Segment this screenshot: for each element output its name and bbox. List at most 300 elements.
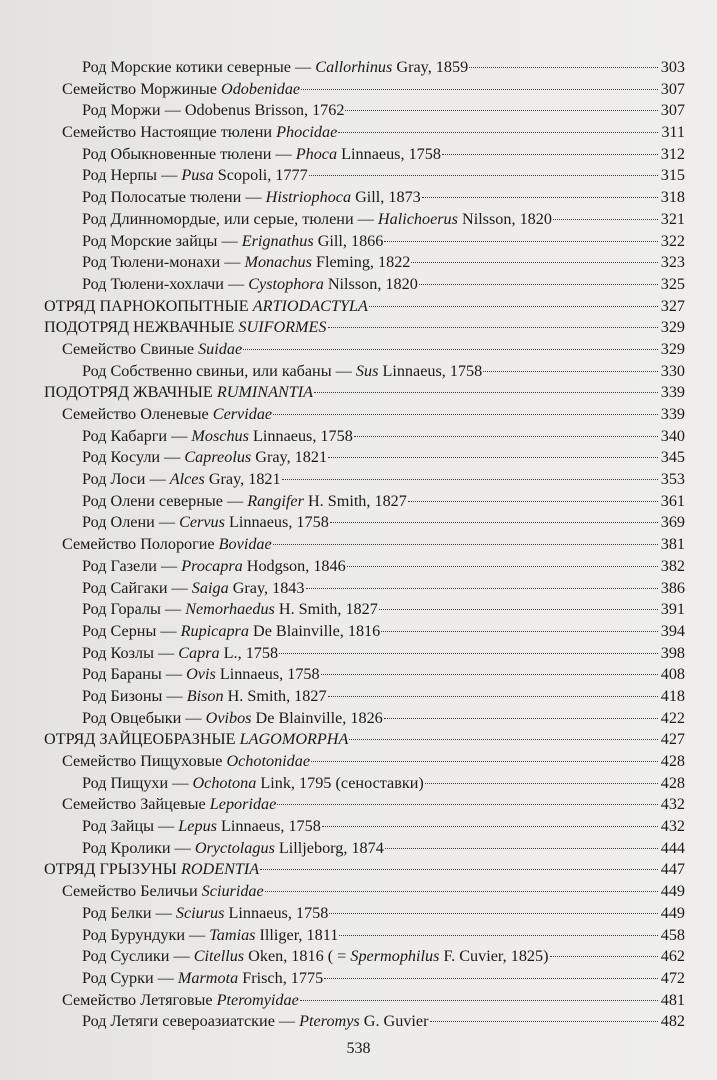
toc-page-number: 339 <box>660 383 685 402</box>
latin-name: Halichoerus <box>377 209 458 228</box>
title-text: Linnaeus, 1758 <box>248 426 353 445</box>
latin-name: Cystophora <box>248 274 324 293</box>
latin-name: Phoca <box>295 144 338 163</box>
latin-name: RUMINANTIA <box>216 383 314 402</box>
toc-entry-title <box>82 144 441 166</box>
title-text: Род Бизоны — <box>82 686 187 705</box>
toc-entry-title <box>82 643 278 665</box>
title-text: ОТРЯД ЗАЙЦЕОБРАЗНЫЕ <box>44 730 240 749</box>
toc-page-number: 481 <box>660 990 685 1009</box>
table-of-contents <box>44 57 685 1033</box>
toc-family-row <box>44 881 685 903</box>
latin-name: Sciurus <box>175 903 225 922</box>
title-text: Род Овцебыки — <box>82 708 206 727</box>
title-text: Gill, 1866 <box>313 231 384 250</box>
title-text: Frisch, 1775 <box>238 968 324 987</box>
dot-leader <box>309 175 658 176</box>
toc-entry-title <box>62 339 242 361</box>
toc-entry-title <box>82 664 320 686</box>
dot-leader <box>442 154 658 155</box>
title-text: Род Кабарги — <box>82 426 192 445</box>
toc-page-number: 322 <box>660 231 685 250</box>
dot-leader <box>260 869 658 870</box>
toc-entry-title <box>82 512 329 534</box>
toc-page-number: 432 <box>660 795 685 814</box>
toc-page-number: 312 <box>660 144 685 163</box>
dot-leader <box>243 349 658 350</box>
dot-leader <box>349 739 658 740</box>
toc-entry-title <box>62 79 300 101</box>
toc-page-number: 307 <box>660 101 685 120</box>
toc-page-number: 462 <box>660 947 685 966</box>
title-text: Nilsson, 1820 <box>323 274 418 293</box>
toc-page-number: 321 <box>660 209 685 228</box>
dot-leader <box>369 306 658 307</box>
dot-leader <box>411 262 658 263</box>
toc-genus-row <box>44 621 685 643</box>
latin-name: Ovibos <box>205 708 252 727</box>
toc-genus-row <box>44 361 685 383</box>
title-text: Linnaeus, 1758 <box>378 361 483 380</box>
toc-page-number: 361 <box>660 491 685 510</box>
toc-page-number: 447 <box>660 860 685 879</box>
dot-leader <box>430 1021 659 1022</box>
latin-name: Suidae <box>198 339 243 358</box>
toc-genus-row <box>44 252 685 274</box>
title-text: Семейство Летяговые <box>62 990 217 1009</box>
toc-page-number: 369 <box>660 513 685 532</box>
toc-entry-title <box>62 881 264 903</box>
title-text: H. Smith, 1827 <box>274 600 378 619</box>
latin-name: Odobenidae <box>221 79 301 98</box>
latin-name: Capreolus <box>184 448 252 467</box>
dot-leader <box>328 457 658 458</box>
title-text: Род Косули — <box>82 448 185 467</box>
toc-genus-row <box>44 512 685 534</box>
dot-leader <box>425 783 658 784</box>
toc-page-number: 398 <box>660 643 685 662</box>
title-text: Род Обыкновенные тюлени — <box>82 144 296 163</box>
title-text: De Blainville, 1826 <box>251 708 383 727</box>
title-text: Fleming, 1822 <box>311 253 411 272</box>
toc-entry-title <box>82 708 383 730</box>
title-text: ПОДОТРЯД НЕЖВАЧНЫЕ <box>44 318 239 337</box>
toc-page-number: 408 <box>660 665 685 684</box>
toc-genus-row <box>44 578 685 600</box>
toc-entry-title <box>62 534 272 556</box>
title-text: Hodgson, 1846 <box>242 556 346 575</box>
title-text: Gray, 1821 <box>204 470 281 489</box>
title-text: Род Сайгаки — <box>82 578 192 597</box>
dot-leader <box>483 371 658 372</box>
latin-name: Phocidae <box>276 123 338 142</box>
dot-leader <box>321 674 658 675</box>
title-text: Род Суслики — <box>82 947 194 966</box>
toc-genus-row <box>44 556 685 578</box>
latin-name: Ovis <box>186 665 216 684</box>
toc-genus-row <box>44 1011 685 1033</box>
latin-name: Citellus <box>193 947 245 966</box>
toc-heading-row <box>44 729 685 751</box>
title-text: Род Серны — <box>82 621 181 640</box>
title-text: Linnaeus, 1758 <box>337 144 441 163</box>
toc-page-number: 449 <box>660 903 685 922</box>
toc-family-row <box>44 794 685 816</box>
toc-entry-title <box>82 100 344 122</box>
latin-name: Saiga <box>191 578 229 597</box>
toc-page-number: 427 <box>660 730 685 749</box>
dot-leader <box>419 284 658 285</box>
toc-genus-row <box>44 426 685 448</box>
title-text: Род Нерпы — <box>82 166 182 185</box>
title-text: Scopoli, 1777 <box>213 166 308 185</box>
latin-name: Callorhinus <box>315 58 393 76</box>
dot-leader <box>300 1000 658 1001</box>
dot-leader <box>379 609 658 610</box>
title-text: Род Газели — <box>82 556 182 575</box>
toc-page-number: 472 <box>660 968 685 987</box>
latin-name: Alces <box>169 470 205 489</box>
title-text: Род Бурундуки — <box>82 925 210 944</box>
toc-genus-row <box>44 946 685 968</box>
title-text: Род Лоси — <box>82 470 170 489</box>
toc-entry-title <box>82 946 549 968</box>
title-text: Gray, 1859 <box>392 58 469 76</box>
title-text: Семейство Пищуховые <box>62 752 227 770</box>
dot-leader <box>329 913 658 914</box>
toc-genus-row <box>44 447 685 469</box>
latin-name: Pusa <box>181 166 214 185</box>
toc-genus-row <box>44 57 685 79</box>
toc-family-row <box>44 122 685 144</box>
toc-page-number: 382 <box>660 556 685 575</box>
toc-genus-row <box>44 209 685 231</box>
title-text: Linnaeus, 1758 <box>224 513 329 532</box>
toc-entry-title <box>82 968 323 990</box>
latin-name: Cervus <box>179 513 225 532</box>
title-text: Род Козлы — <box>82 643 179 662</box>
title-text: Род Длинномордые, или серые, тюлени — <box>82 209 378 228</box>
toc-entry-title <box>82 599 378 621</box>
title-text: Illiger, 1811 <box>255 925 339 944</box>
toc-page-number: 325 <box>660 274 685 293</box>
latin-name: Bovidae <box>218 535 272 554</box>
toc-page-number: 386 <box>660 578 685 597</box>
dot-leader <box>273 544 658 545</box>
title-text: Семейство Моржиные <box>62 79 221 98</box>
dot-leader <box>339 935 658 936</box>
toc-entry-title <box>82 231 383 253</box>
title-text: Род Сурки — <box>82 968 178 987</box>
toc-page-number: 381 <box>660 535 685 554</box>
toc-entry-title <box>82 252 410 274</box>
toc-entry-title <box>82 903 328 925</box>
title-text: Gray, 1843 <box>228 578 305 597</box>
dot-leader <box>314 392 658 393</box>
toc-page-number: 458 <box>660 925 685 944</box>
title-text: Род Зайцы — <box>82 817 179 836</box>
title-text: Семейство Свиные <box>62 339 199 358</box>
toc-genus-row <box>44 925 685 947</box>
toc-family-row <box>44 990 685 1012</box>
title-text: Семейство Полорогие <box>62 535 219 554</box>
toc-entry-title <box>82 187 421 209</box>
title-text: Nilsson, 1820 <box>457 209 552 228</box>
toc-entry-title <box>62 404 272 426</box>
latin-name: Cervidae <box>212 405 273 423</box>
latin-name: Ochotona <box>192 773 257 792</box>
latin-name: ARTIODACTYLA <box>252 296 368 315</box>
dot-leader <box>347 566 658 567</box>
toc-genus-row <box>44 903 685 925</box>
toc-page-number: 311 <box>661 123 685 142</box>
toc-page-number: 418 <box>660 686 685 705</box>
toc-page-number: 482 <box>660 1012 685 1031</box>
dot-leader <box>328 327 658 328</box>
toc-page-number: 327 <box>660 296 685 315</box>
toc-page-number: 318 <box>660 188 685 207</box>
latin-name: Monachus <box>244 253 312 272</box>
toc-page-number: 428 <box>660 752 685 770</box>
toc-entry-title <box>82 1011 429 1033</box>
latin-name: Marmota <box>177 968 239 987</box>
toc-page-number: 353 <box>660 470 685 489</box>
page-number: 538 <box>346 1040 371 1057</box>
latin-name: Leporidae <box>209 795 277 814</box>
title-text: ОТРЯД ПАРНОКОПЫТНЫЕ <box>44 296 253 315</box>
title-text: Род Морские котики северные — <box>82 58 316 76</box>
toc-genus-row <box>44 599 685 621</box>
dot-leader <box>338 132 658 133</box>
toc-heading-row <box>44 382 685 404</box>
dot-leader <box>324 978 658 979</box>
title-text: Oken, 1816 ( = <box>244 947 351 966</box>
toc-entry-title <box>62 990 299 1012</box>
dot-leader <box>330 522 658 523</box>
toc-entry-title <box>62 794 276 816</box>
toc-entry-title <box>44 729 348 751</box>
toc-genus-row <box>44 816 685 838</box>
latin-name: Moschus <box>191 426 249 445</box>
toc-page-number: 394 <box>660 621 685 640</box>
title-text: Род Олени северные — <box>82 491 248 510</box>
dot-leader <box>422 197 658 198</box>
toc-genus-row <box>44 187 685 209</box>
toc-page-number: 432 <box>660 817 685 836</box>
dot-leader <box>550 956 658 957</box>
toc-entry-title <box>82 491 407 513</box>
toc-entry-title <box>82 209 552 231</box>
title-text: Семейство Оленевые <box>62 405 213 423</box>
dot-leader <box>311 761 658 762</box>
title-text: Linnaeus, 1758 <box>224 903 329 922</box>
toc-entry-title <box>82 274 418 296</box>
title-text: L., 1758 <box>219 643 279 662</box>
toc-genus-row <box>44 144 685 166</box>
toc-entry-title <box>44 317 327 339</box>
title-text: Род Горалы — <box>82 600 186 619</box>
toc-entry-title <box>82 773 424 795</box>
title-text: Род Моржи — Odobenus Brisson, 1762 <box>82 101 345 120</box>
latin-name: Procapra <box>181 556 243 575</box>
title-text: Gill, 1873 <box>351 188 421 207</box>
dot-leader <box>385 848 658 849</box>
dot-leader <box>553 219 658 220</box>
toc-genus-row <box>44 274 685 296</box>
toc-entry-title <box>44 382 313 404</box>
dot-leader <box>345 110 658 111</box>
toc-heading-row <box>44 296 685 318</box>
toc-page-number: 345 <box>660 448 685 467</box>
dot-leader <box>306 588 659 589</box>
latin-name: Rangifer <box>247 491 304 510</box>
title-text: G. Guvier <box>359 1012 429 1031</box>
latin-name: Oryctolagus <box>194 838 275 857</box>
toc-heading-row <box>44 859 685 881</box>
latin-name: SUIFORMES <box>238 318 327 337</box>
title-text: Род Белки — <box>82 903 176 922</box>
dot-leader <box>384 718 658 719</box>
toc-genus-row <box>44 491 685 513</box>
toc-page-number: 330 <box>660 361 685 380</box>
toc-page-number: 391 <box>660 600 685 619</box>
title-text: Род Летяги североазиатские — <box>82 1012 300 1031</box>
toc-family-row <box>44 339 685 361</box>
title-text: ОТРЯД ГРЫЗУНЫ <box>44 860 181 879</box>
toc-entry-title <box>82 816 321 838</box>
title-text: Семейство Зайцевые <box>62 795 210 814</box>
toc-genus-row <box>44 773 685 795</box>
toc-page-number: 449 <box>660 882 685 901</box>
latin-name: Bison <box>186 686 224 705</box>
latin-name: Histriophoca <box>265 188 352 207</box>
toc-page-number: 323 <box>660 253 685 272</box>
latin-name: Pteromys <box>299 1012 360 1031</box>
dot-leader <box>282 479 658 480</box>
toc-family-row <box>44 751 685 773</box>
dot-leader <box>322 826 658 827</box>
latin-name: Lepus <box>178 817 217 836</box>
title-text: Род Полосатые тюлени — <box>82 188 266 207</box>
toc-entry-title <box>82 447 327 469</box>
toc-genus-row <box>44 469 685 491</box>
toc-entry-title <box>44 296 368 318</box>
dot-leader <box>381 631 658 632</box>
toc-genus-row <box>44 231 685 253</box>
toc-entry-title <box>82 469 281 491</box>
toc-entry-title <box>82 426 353 448</box>
dot-leader <box>301 89 658 90</box>
dot-leader <box>408 501 658 502</box>
title-text: Linnaeus, 1758 <box>216 817 321 836</box>
toc-entry-title <box>82 57 468 79</box>
dot-leader <box>354 436 658 437</box>
latin-name: Pteromyidae <box>216 990 299 1009</box>
title-text: Род Тюлени-монахи — <box>82 253 245 272</box>
toc-page-number: 329 <box>660 339 685 358</box>
latin-name: Nemorhaedus <box>185 600 275 619</box>
latin-name: LAGOMORPHA <box>239 730 349 749</box>
toc-page-number: 339 <box>660 405 685 423</box>
toc-entry-title <box>82 165 308 187</box>
toc-genus-row <box>44 643 685 665</box>
latin-name: Ochotonidae <box>226 752 311 770</box>
toc-family-row <box>44 79 685 101</box>
latin-name: Erignathus <box>241 231 314 250</box>
latin-name: Sciuridae <box>201 882 264 901</box>
toc-entry-title <box>82 686 327 708</box>
toc-entry-title <box>82 556 346 578</box>
title-text: Род Тюлени-хохлачи — <box>82 274 249 293</box>
toc-page-number: 303 <box>660 58 685 76</box>
dot-leader <box>279 653 658 654</box>
toc-entry-title <box>82 925 338 947</box>
latin-name: Capra <box>178 643 220 662</box>
latin-name: Sus <box>355 361 379 380</box>
dot-leader <box>469 67 658 68</box>
latin-name: Spermophilus <box>350 947 440 966</box>
title-text: Семейство Беличьи <box>62 882 202 901</box>
title-text: H. Smith, 1827 <box>223 686 327 705</box>
toc-page-number: 340 <box>660 426 685 445</box>
title-text: Род Олени — <box>82 513 180 532</box>
toc-family-row <box>44 404 685 426</box>
toc-genus-row <box>44 664 685 686</box>
title-text: Gray, 1821 <box>251 448 328 467</box>
title-text: Род Бараны — <box>82 665 187 684</box>
title-text: Род Пищухи — <box>82 773 193 792</box>
dot-leader <box>384 241 658 242</box>
toc-page-number: 329 <box>660 318 685 337</box>
dot-leader <box>273 414 658 415</box>
toc-genus-row <box>44 165 685 187</box>
toc-entry-title <box>82 578 305 600</box>
toc-entry-title <box>62 751 310 773</box>
toc-entry-title <box>82 621 380 643</box>
title-text: Род Морские зайцы — <box>82 231 242 250</box>
toc-genus-row <box>44 708 685 730</box>
toc-entry-title <box>82 838 384 860</box>
dot-leader <box>265 891 658 892</box>
toc-page-number: 307 <box>660 79 685 98</box>
toc-page-number: 315 <box>660 166 685 185</box>
title-text: Семейство Настоящие тюлени <box>62 123 277 142</box>
title-text: H. Smith, 1827 <box>303 491 407 510</box>
toc-genus-row <box>44 100 685 122</box>
toc-family-row <box>44 534 685 556</box>
title-text: F. Cuvier, 1825) <box>439 947 549 966</box>
dot-leader <box>328 696 658 697</box>
title-text: Linnaeus, 1758 <box>215 665 320 684</box>
latin-name: Tamias <box>209 925 256 944</box>
title-text: Род Кролики — <box>82 838 195 857</box>
toc-genus-row <box>44 686 685 708</box>
toc-genus-row <box>44 838 685 860</box>
latin-name: Rupicapra <box>180 621 249 640</box>
title-text: Lilljeborg, 1874 <box>274 838 384 857</box>
toc-genus-row <box>44 968 685 990</box>
toc-heading-row <box>44 317 685 339</box>
title-text: Link, 1795 (сеноставки) <box>256 773 424 792</box>
toc-page-number: 444 <box>660 838 685 857</box>
title-text: ПОДОТРЯД ЖВАЧНЫЕ <box>44 383 217 402</box>
dot-leader <box>277 804 658 805</box>
latin-name: RODENTIA <box>180 860 260 879</box>
toc-page-number: 422 <box>660 708 685 727</box>
toc-entry-title <box>44 859 259 881</box>
toc-page-number: 428 <box>660 773 685 792</box>
toc-entry-title <box>62 122 337 144</box>
